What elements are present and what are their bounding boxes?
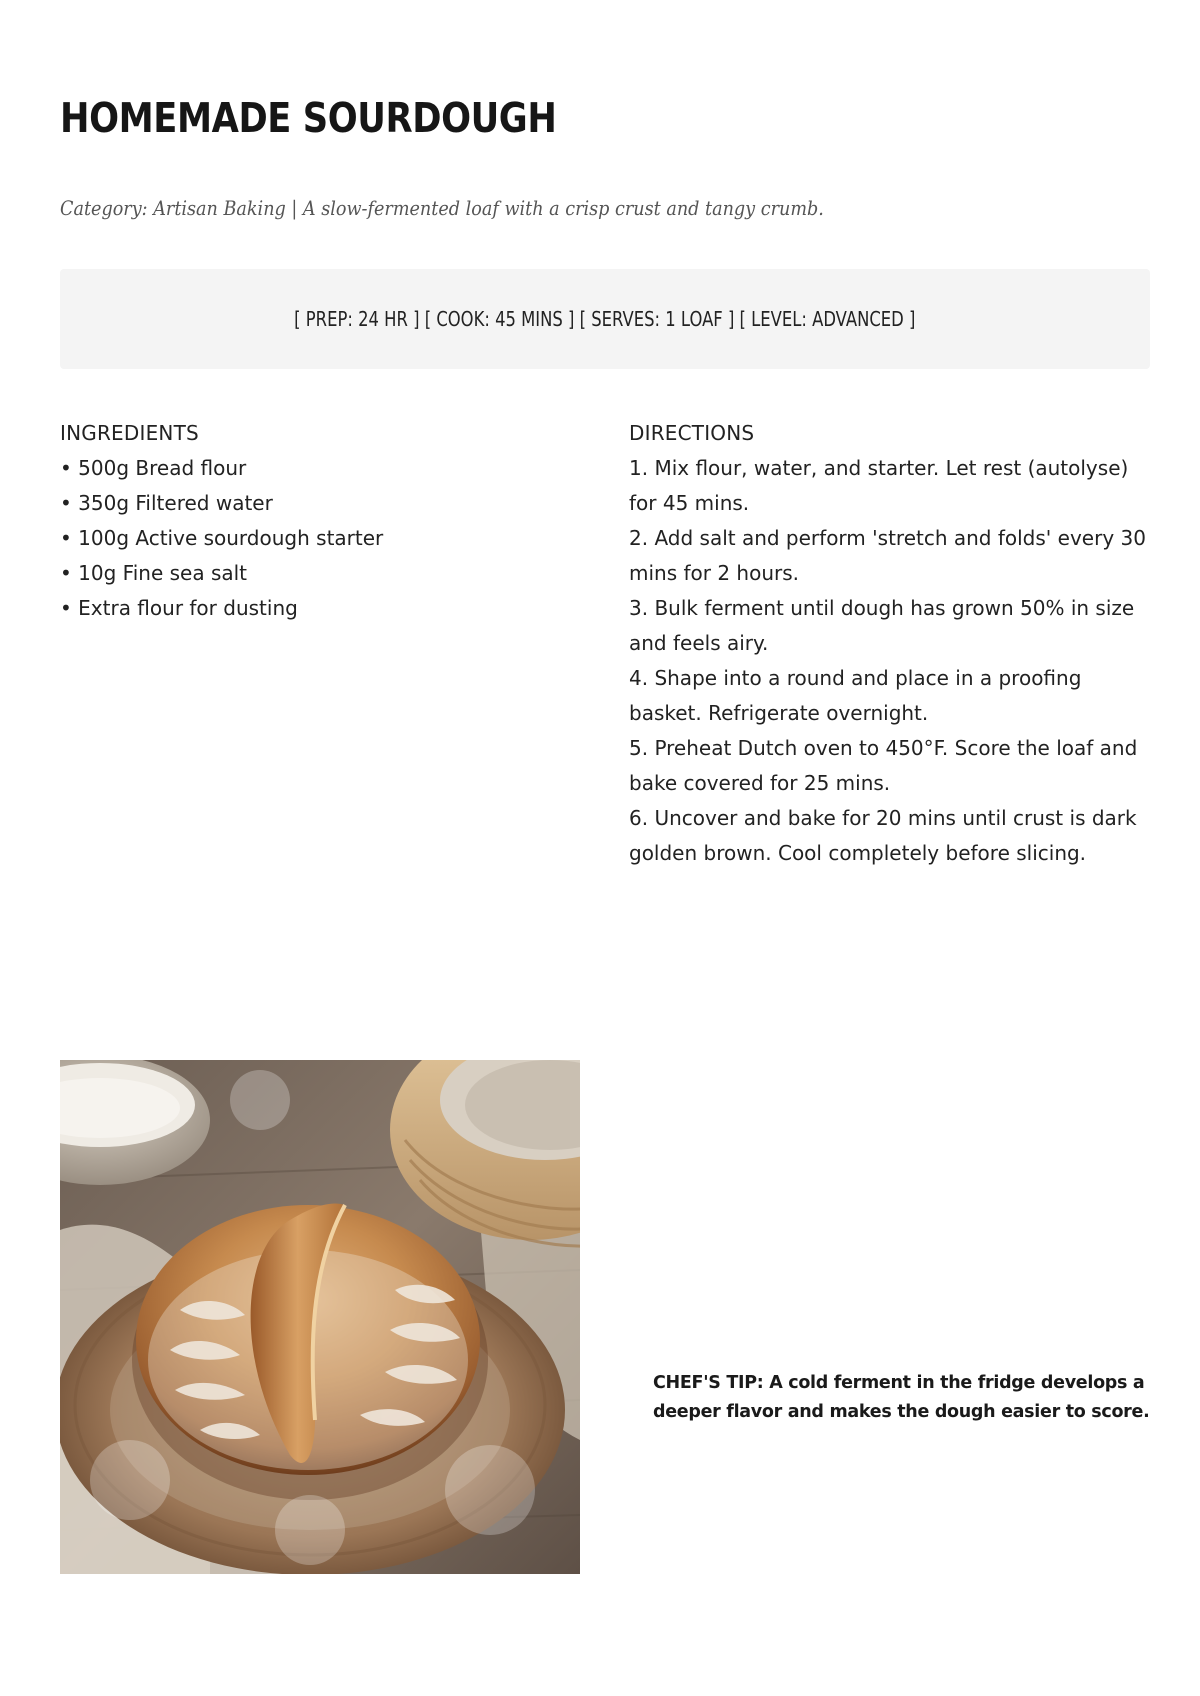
chefs-tip: CHEF'S TIP: A cold ferment in the fridge develops a deeper flavor and makes the dough easier to score. [653, 1373, 1150, 1422]
direction-step: 1. Mix flour, water, and starter. Let rest (autolyse) for 45 mins. [629, 456, 1129, 515]
recipe-stats-text: [ PREP: 24 HR ] [ COOK: 45 MINS ] [ SERVES: 1 LOAF ] [ LEVEL: ADVANCED ] [294, 307, 916, 331]
recipe-stats-bar [60, 269, 1150, 369]
ingredient-item: • 10g Fine sea salt [60, 561, 248, 585]
ingredient-item: • Extra flour for dusting [60, 596, 298, 620]
recipe-title: HOMEMADE SOURDOUGH [60, 94, 557, 142]
direction-step: 3. Bulk ferment until dough has grown 50% in size and feels airy. [629, 596, 1135, 655]
directions-list [629, 451, 1159, 871]
recipe-subtitle: Category: Artisan Baking | A slow-fermented loaf with a crisp crust and tangy crumb. [60, 196, 824, 220]
ingredients-heading: INGREDIENTS [60, 421, 199, 445]
ingredient-item: • 500g Bread flour [60, 456, 247, 480]
ingredients-list [60, 451, 560, 626]
direction-step: 5. Preheat Dutch oven to 450°F. Score the loaf and bake covered for 25 mins. [629, 736, 1138, 795]
directions-heading: DIRECTIONS [629, 421, 755, 445]
ingredients-section [60, 416, 560, 626]
ingredient-item: • 100g Active sourdough starter [60, 526, 384, 550]
directions-section [629, 416, 1159, 871]
direction-step: 6. Uncover and bake for 20 mins until crust is dark golden brown. Cool completely before slicing. [629, 806, 1137, 865]
sourdough-photo [60, 1060, 580, 1574]
direction-step: 2. Add salt and perform 'stretch and folds' every 30 mins for 2 hours. [629, 526, 1146, 585]
direction-step: 4. Shape into a round and place in a proofing basket. Refrigerate overnight. [629, 666, 1082, 725]
ingredient-item: • 350g Filtered water [60, 491, 273, 515]
